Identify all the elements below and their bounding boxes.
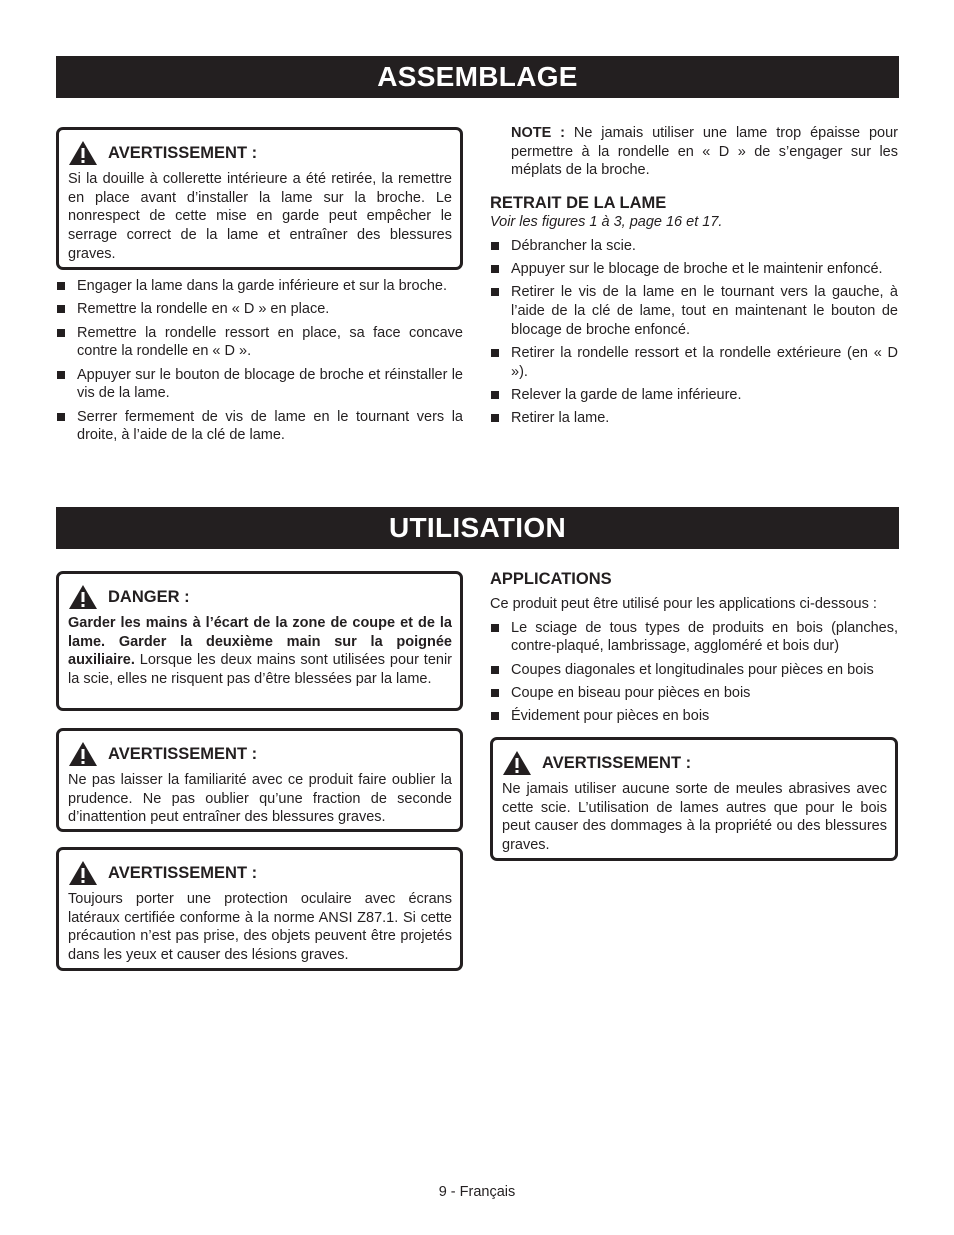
warning-header (68, 741, 452, 767)
assemblage-banner: ASSEMBLAGE (56, 56, 899, 98)
danger-header (68, 584, 452, 610)
warning-text: Ne jamais utiliser aucune sorte de meules abrasives avec cette scie. L’utilisation de lames autres que pour le bois peut causer des dommages à la propriété ou des blessures graves. (502, 781, 887, 854)
bullet-square-icon (491, 288, 499, 296)
list-item: Retirer le vis de la lame en le tournant vers la gauche, à l’aide de la clé de lame, tout en maintenant le bouton de blocage de broche enfoncé. (490, 283, 898, 339)
applications-intro: Ce produit peut être utilisé pour les applications ci-dessous : (490, 596, 877, 612)
utilisation-banner: UTILISATION (56, 507, 899, 549)
bullet-square-icon (57, 329, 65, 337)
danger-box (56, 571, 463, 711)
warning-header (68, 140, 452, 166)
eye-protection-warning-box (56, 847, 463, 971)
bullet-square-icon (491, 414, 499, 422)
bullet-square-icon (57, 282, 65, 290)
bullet-square-icon (491, 712, 499, 720)
bullet-square-icon (491, 624, 499, 632)
bullet-square-icon (491, 265, 499, 273)
bullet-square-icon (491, 242, 499, 250)
applications-heading: APPLICATIONS (490, 570, 612, 588)
note-text: Ne jamais utiliser une lame trop épaisse pour permettre à la rondelle en « D » de s’engager sur les méplats de la broche. (511, 125, 899, 179)
abrasive-warning-box (490, 737, 898, 861)
danger-title: DANGER : (108, 588, 190, 606)
utilisation-right-column (490, 569, 898, 861)
note-paragraph (490, 124, 898, 180)
assemblage-left-column (56, 127, 463, 450)
list-item: Engager la lame dans la garde inférieure et sur la broche. (56, 277, 463, 296)
bullet-square-icon (57, 413, 65, 421)
list-item: Coupe en biseau pour pièces en bois (490, 684, 898, 703)
list-item: Serrer fermement de vis de lame en le tournant vers la droite, à l’aide de la clé de lame. (56, 408, 463, 445)
bullet-square-icon (57, 371, 65, 379)
note-label: NOTE : (511, 125, 565, 141)
bullet-square-icon (491, 349, 499, 357)
warning-title: AVERTISSEMENT : (108, 745, 258, 763)
warning-text: Si la douille à collerette intérieure a été retirée, la remettre en place avant d’installer la lame sur la broche. Le nonrespect de cette mise en garde peut empêcher le serrage correct de la lame et entraîner des blessures graves. (68, 171, 452, 262)
applications-list (490, 619, 898, 726)
bullet-square-icon (491, 666, 499, 674)
bullet-square-icon (491, 391, 499, 399)
retrait-heading: RETRAIT DE LA LAME (490, 194, 667, 213)
list-item: Appuyer sur le blocage de broche et le maintenir enfoncé. (490, 260, 898, 279)
danger-text: Garder les mains à l’écart de la zone de coupe et de la lame. Garder la deuxième main sur la poignée auxiliaire. Lorsque les deux mains sont utilisées pour tenir la scie, elles ne risquent pas d’être blessées par la lame. (68, 615, 452, 688)
warning-title: AVERTISSEMENT : (108, 864, 258, 882)
list-item: Retirer la lame. (490, 409, 898, 428)
assemblage-warning-box (56, 127, 463, 270)
warning-triangle-icon (502, 750, 532, 776)
warning-triangle-icon (68, 860, 98, 886)
list-item: Remettre la rondelle en « D » en place. (56, 300, 463, 319)
warning-title: AVERTISSEMENT : (108, 144, 258, 162)
warning-header (502, 750, 887, 776)
assemblage-steps-list (56, 277, 463, 445)
list-item: Évidement pour pièces en bois (490, 707, 898, 726)
warning-triangle-icon (68, 741, 98, 767)
bullet-square-icon (491, 689, 499, 697)
retrait-steps-list (490, 237, 898, 428)
assemblage-right-column (490, 124, 898, 433)
warning-text: Toujours porter une protection oculaire avec écrans latéraux certifiée conforme à la norme ANSI Z87.1. Si cette précaution n’est pas prise, des objets peuvent être projetés dans les yeux et causer des lésions graves. (68, 891, 452, 964)
list-item: Appuyer sur le bouton de blocage de broche et réinstaller le vis de la lame. (56, 366, 463, 403)
warning-triangle-icon (68, 584, 98, 610)
warning-title: AVERTISSEMENT : (542, 754, 692, 772)
list-item: Débrancher la scie. (490, 237, 898, 256)
list-item: Le sciage de tous types de produits en bois (planches, contre-plaqué, lambrissage, aggloméré et bois dur) (490, 619, 898, 656)
bullet-square-icon (57, 305, 65, 313)
retrait-figure-ref: Voir les figures 1 à 3, page 16 et 17. (490, 214, 723, 231)
page-footer: 9 - Français (438, 1184, 516, 1200)
warning-header (68, 860, 452, 886)
list-item: Coupes diagonales et longitudinales pour pièces en bois (490, 661, 898, 680)
list-item: Remettre la rondelle ressort en place, sa face concave contre la rondelle en « D ». (56, 324, 463, 361)
list-item: Retirer la rondelle ressort et la rondelle extérieure (en « D »). (490, 344, 898, 381)
utilisation-left-column (56, 571, 463, 971)
warning-triangle-icon (68, 140, 98, 166)
warning-text: Ne pas laisser la familiarité avec ce produit faire oublier la prudence. Ne pas oublier qu’une fraction de seconde d’inattention peut entraîner des blessures graves. (68, 772, 452, 826)
familiarity-warning-box (56, 728, 463, 832)
list-item: Relever la garde de lame inférieure. (490, 386, 898, 405)
